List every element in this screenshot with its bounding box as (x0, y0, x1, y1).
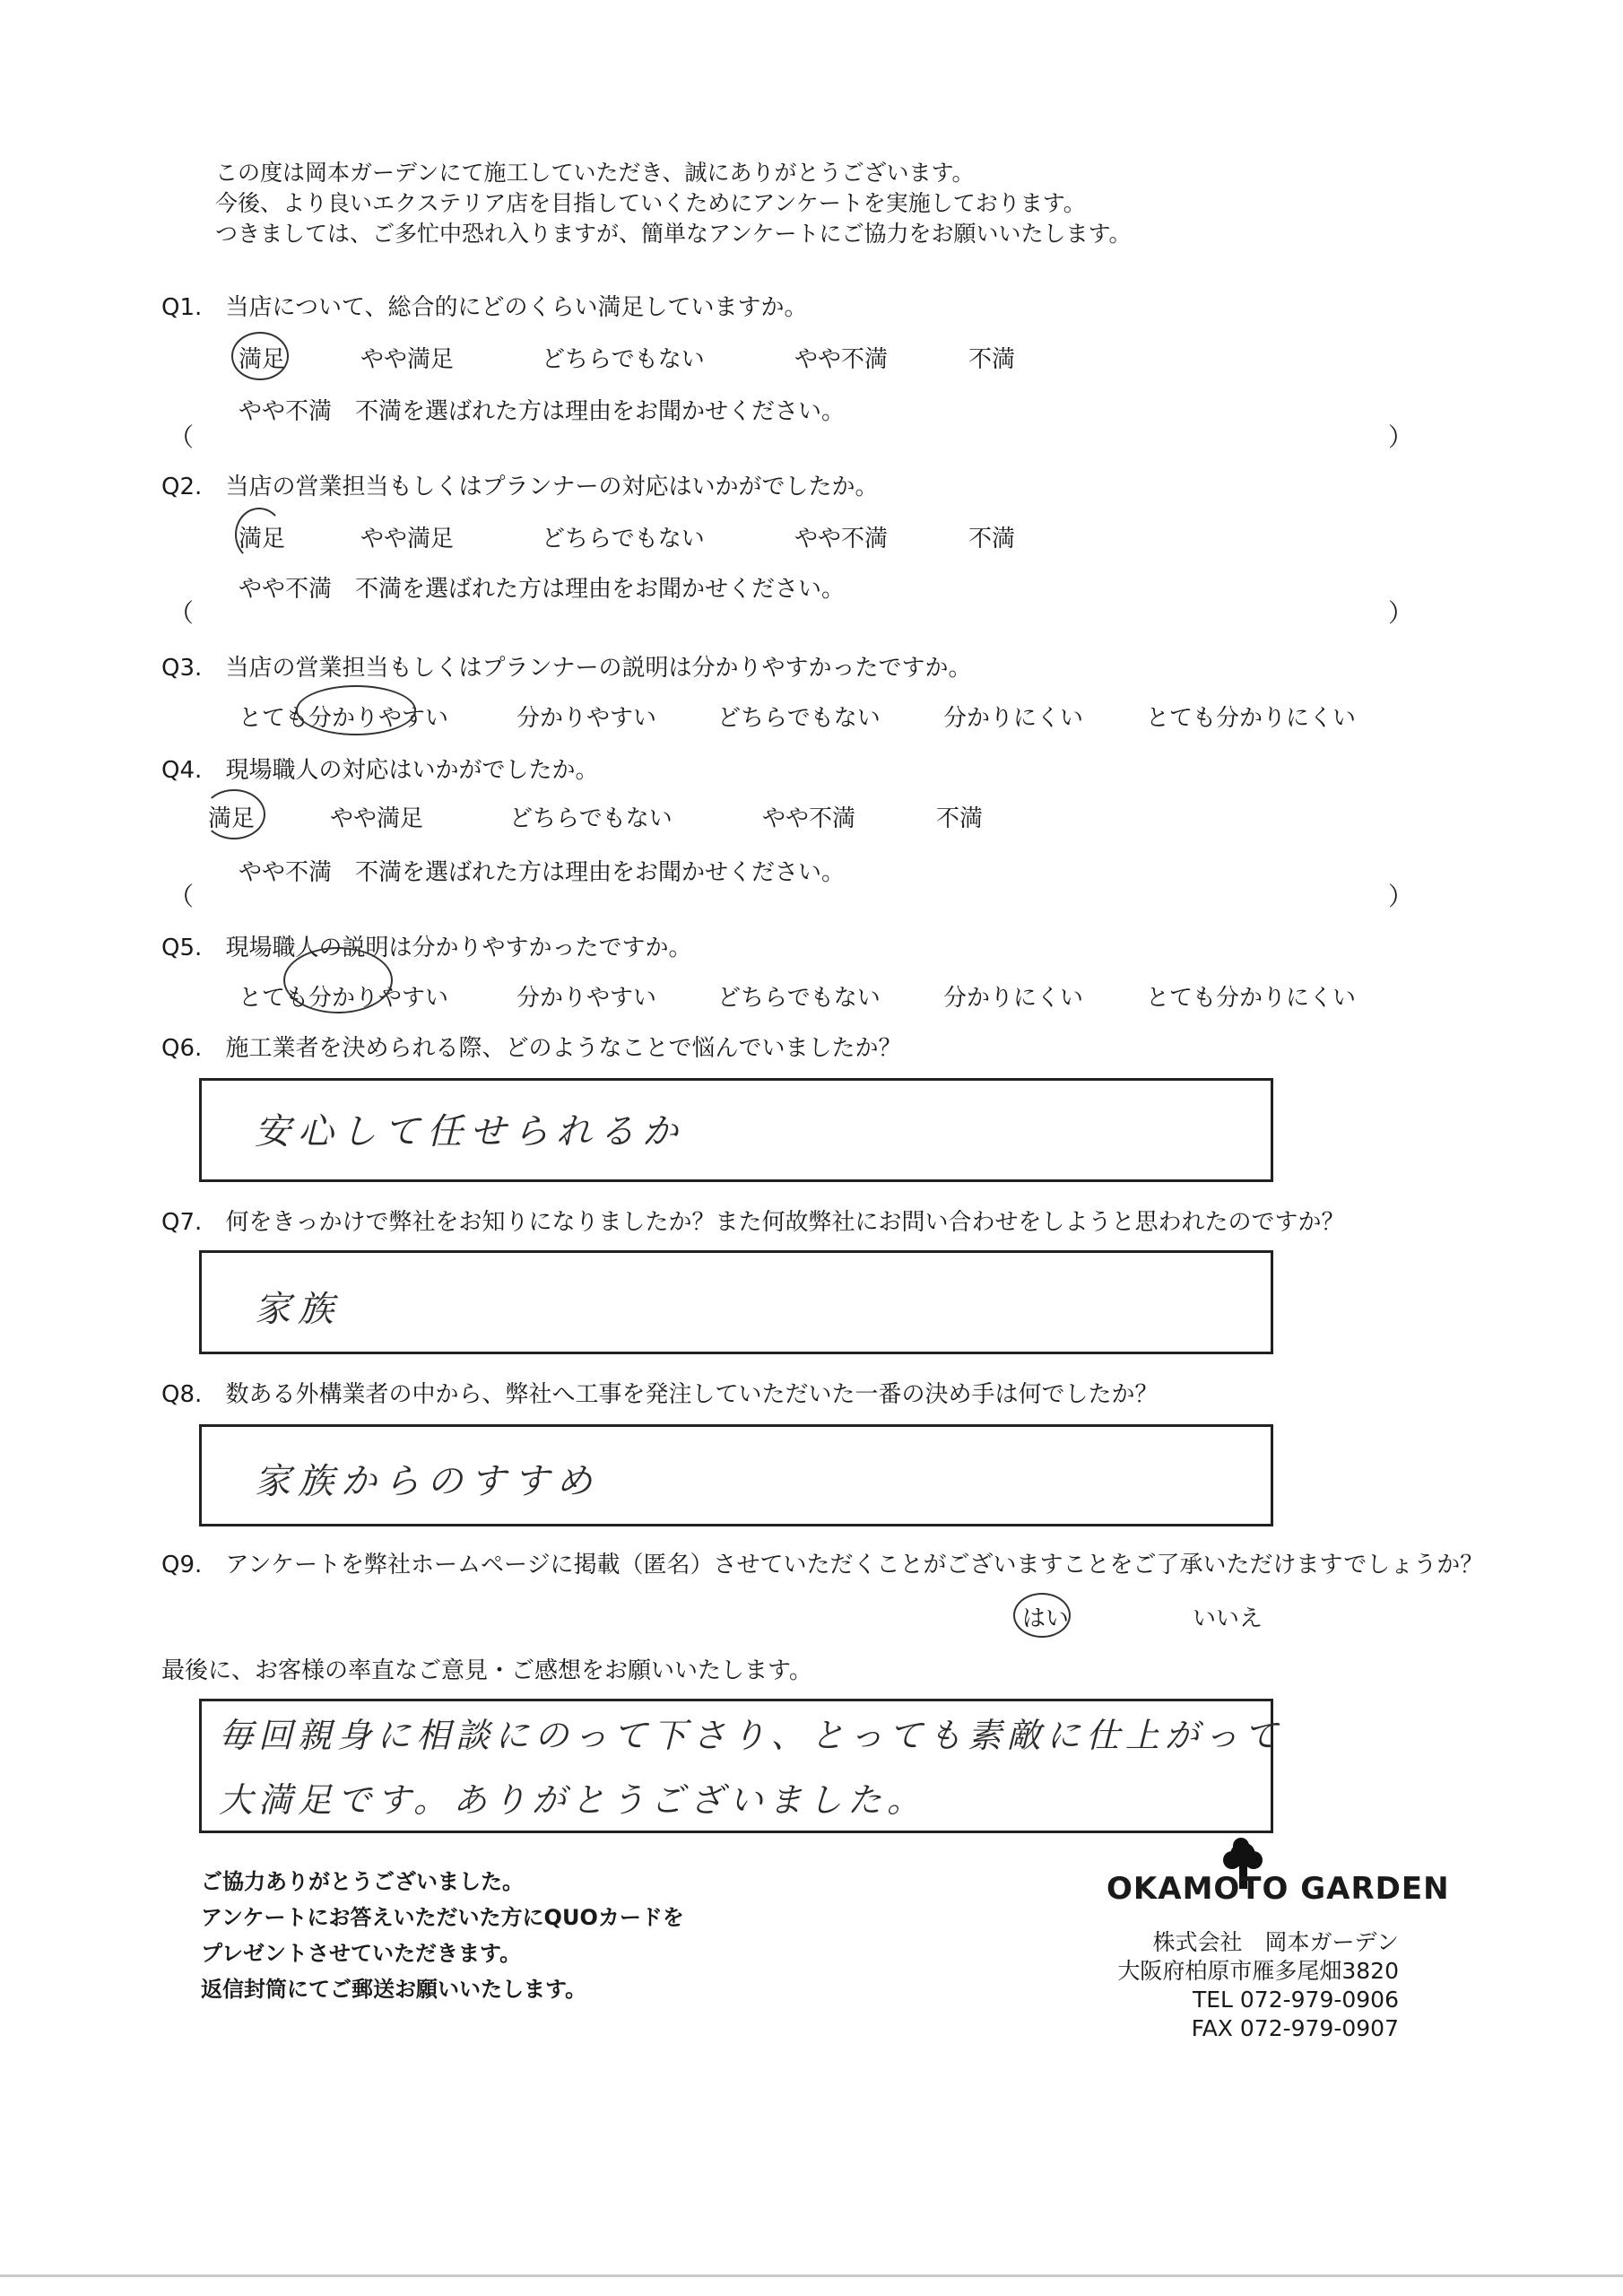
q1-option-neutral[interactable]: どちらでもない (542, 346, 705, 373)
company-logo (1107, 1833, 1450, 1910)
q2-paren-open: （ (169, 598, 195, 628)
q8-number: Q8. (161, 1381, 203, 1408)
q1-text: 当店について、総合的にどのくらい満足していますか。 (225, 294, 808, 321)
q8-question (161, 1376, 1159, 1409)
footer-thanks-line: プレゼントさせていただきます。 (201, 1941, 522, 1966)
q1-reason-prompt: やや不満 不満を選ばれた方は理由をお聞かせください。 (239, 398, 846, 425)
q2-option-neutral[interactable]: どちらでもない (542, 526, 705, 552)
q4-paren-open: （ (169, 882, 195, 911)
footer-thanks (201, 1864, 684, 2007)
q4-option-somewhat-satisfied[interactable]: やや満足 (330, 805, 424, 832)
q1-selection-circle (231, 332, 289, 380)
footer-thanks-line: ご協力ありがとうございました。 (201, 1869, 524, 1894)
q5-number: Q5. (161, 935, 203, 961)
q5-question (161, 929, 692, 962)
q9-text: アンケートを弊社ホームページに掲載（匿名）させていただくことがございますことをご了承いただけますでしょうか？ (225, 1552, 1484, 1578)
q7-answer-box[interactable] (199, 1250, 1273, 1354)
q2-option-somewhat-satisfied[interactable]: やや満足 (360, 526, 455, 552)
q3-question (161, 649, 972, 683)
q3-option-unclear[interactable]: 分かりにくい (943, 705, 1084, 732)
q3-number: Q3. (161, 655, 203, 682)
q5-option-very-clear[interactable]: とても分かりやすい (239, 985, 449, 1012)
q5-option-clear[interactable]: 分かりやすい (516, 985, 657, 1012)
q1-question (161, 289, 808, 322)
q2-paren-close: ） (1388, 598, 1414, 628)
q8-text: 数ある外構業者の中から、弊社へ工事を発注していただいた一番の決め手は何でしたか？ (225, 1381, 1159, 1408)
scan-edge-line (0, 2274, 1623, 2277)
q5-selection-circle (283, 947, 393, 1013)
q3-option-very-unclear[interactable]: とても分かりにくい (1146, 705, 1357, 732)
final-comments-handwritten-line: 毎回親身に相談にのって下さり、とっても素敵に仕上がって (219, 1716, 1283, 1755)
q4-paren-close: ） (1388, 882, 1414, 911)
company-fax: FAX 072-979-0907 (1191, 2015, 1399, 2041)
q5-option-very-unclear[interactable]: とても分かりにくい (1146, 985, 1357, 1012)
q3-option-neutral[interactable]: どちらでもない (717, 705, 881, 732)
q7-handwritten-answer: 家族 (255, 1289, 341, 1330)
q1-paren-open: （ (169, 422, 195, 452)
q3-selection-circle (296, 685, 416, 735)
q7-question (161, 1204, 1345, 1237)
q9-option-yes[interactable]: はい (1022, 1605, 1070, 1632)
intro-line: つきましては、ご多忙中恐れ入りますが、簡単なアンケートにご協力をお願いいたします。 (215, 221, 1132, 247)
q9-question (161, 1546, 1483, 1579)
q2-text: 当店の営業担当もしくはプランナーの対応はいかがでしたか。 (225, 474, 879, 500)
intro-line: この度は岡本ガーデンにて施工していただき、誠にありがとうございます。 (215, 160, 975, 186)
q3-option-clear[interactable]: 分かりやすい (516, 705, 657, 732)
company-logo-text: OKAMOTO GARDEN (1107, 1871, 1450, 1907)
q1-option-satisfied[interactable]: 満足 (239, 346, 286, 373)
company-tel: TEL 072-979-0906 (1192, 1987, 1399, 2013)
q2-reason-prompt: やや不満 不満を選ばれた方は理由をお聞かせください。 (239, 576, 846, 603)
q6-handwritten-answer: 安心して任せられるか (255, 1111, 685, 1152)
final-comments-handwritten-line: 大満足です。ありがとうございました。 (219, 1780, 926, 1820)
q4-option-satisfied[interactable]: 満足 (208, 805, 256, 832)
q1-number: Q1. (161, 294, 203, 321)
q4-text: 現場職人の対応はいかがでしたか。 (225, 757, 599, 784)
q5-text: 現場職人の説明は分かりやすかったですか。 (225, 935, 692, 961)
q4-option-dissatisfied[interactable]: 不満 (936, 805, 984, 832)
company-info (1076, 1928, 1399, 2043)
q1-option-dissatisfied[interactable]: 不満 (968, 346, 1016, 373)
q9-selection-circle (1013, 1593, 1071, 1638)
q2-number: Q2. (161, 474, 203, 500)
q4-option-somewhat-dissatisfied[interactable]: やや不満 (762, 805, 856, 832)
company-address: 大阪府柏原市雁多尾畑3820 (1117, 1958, 1399, 1984)
q3-text: 当店の営業担当もしくはプランナーの説明は分かりやすかったですか。 (225, 655, 972, 682)
q2-selection-circle (235, 508, 286, 561)
q4-question (161, 752, 599, 785)
q9-number: Q9. (161, 1552, 203, 1578)
q4-selection-circle (203, 789, 265, 839)
q2-question (161, 468, 879, 501)
q1-option-somewhat-satisfied[interactable]: やや満足 (360, 346, 455, 373)
q4-number: Q4. (161, 757, 203, 784)
q4-option-neutral[interactable]: どちらでもない (509, 805, 673, 832)
q8-handwritten-answer: 家族からのすすめ (255, 1461, 600, 1502)
q6-question (161, 1030, 902, 1063)
q9-option-no[interactable]: いいえ (1193, 1605, 1263, 1632)
q3-option-very-clear[interactable]: とても分かりやすい (239, 705, 449, 732)
q6-number: Q6. (161, 1035, 203, 1062)
q2-option-dissatisfied[interactable]: 不満 (968, 526, 1016, 552)
q5-option-unclear[interactable]: 分かりにくい (943, 985, 1084, 1012)
footer-thanks-line: 返信封筒にてご郵送お願いいたします。 (201, 1977, 587, 2002)
q7-number: Q7. (161, 1209, 203, 1236)
q7-text: 何をきっかけで弊社をお知りになりましたか？また何故弊社にお問い合わせをしようと思われたのですか？ (225, 1209, 1345, 1236)
intro-line: 今後、より良いエクステリア店を目指していくためにアンケートを実施しております。 (215, 190, 1086, 216)
intro-text (215, 158, 1132, 249)
final-comments-prompt: 最後に、お客様の率直なご意見・ご感想をお願いいたします。 (161, 1657, 812, 1684)
footer-thanks-line: アンケートにお答えいただいた方にQUOカードを (201, 1905, 684, 1930)
q6-text: 施工業者を決められる際、どのようなことで悩んでいましたか？ (225, 1035, 902, 1062)
q5-option-neutral[interactable]: どちらでもない (717, 985, 881, 1012)
q1-option-somewhat-dissatisfied[interactable]: やや不満 (794, 346, 889, 373)
company-name: 株式会社 岡本ガーデン (1152, 1929, 1399, 1955)
q2-option-somewhat-dissatisfied[interactable]: やや不満 (794, 526, 889, 552)
q2-option-satisfied[interactable]: 満足 (239, 526, 286, 552)
q1-paren-close: ） (1388, 422, 1414, 452)
q4-reason-prompt: やや不満 不満を選ばれた方は理由をお聞かせください。 (239, 859, 846, 886)
